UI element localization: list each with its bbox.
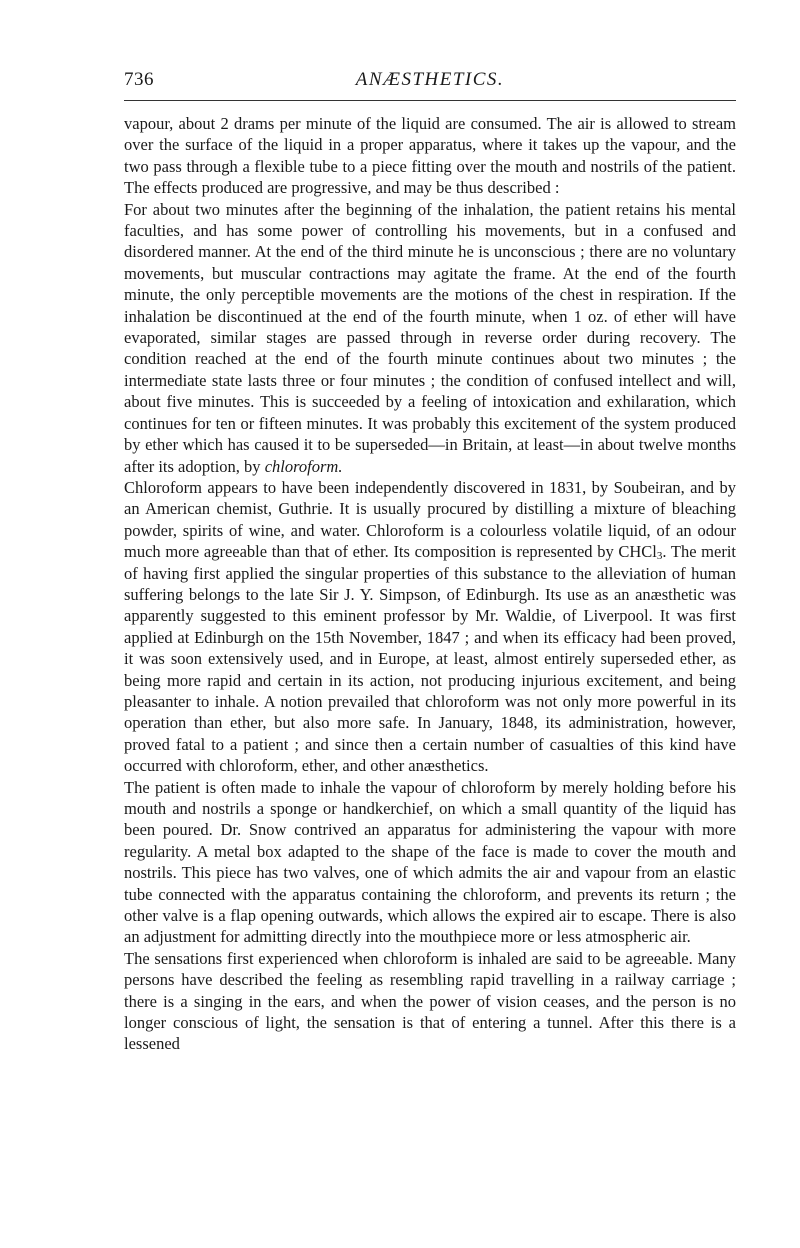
formula-subscript: 3 — [656, 550, 663, 563]
formula-period: . — [662, 542, 667, 562]
paragraph-4: The patient is often made to inhale the vapour of chloroform by merely holding before his mouth and nostrils a sponge or handkerchief, on which a small quantity of the liquid has been poured. Dr. Snow contrived an apparatus for administering the vapour with more regularity. A metal box adapted to the shape of the face is made to cover the mouth and nostrils. This piece has two valves, one of which admits the air and vapour from an elastic tube connected with the apparatus containing the chloroform, and prevents its return ; the other valve is a flap opening outwards, which allows the expired air to escape. There is also an adjustment for admitting directly into the mouthpiece more or less atmospheric air. — [124, 777, 736, 947]
page-number: 736 — [124, 69, 154, 90]
paragraph-3 — [124, 477, 736, 777]
body-text — [124, 113, 736, 1055]
chloroform-italic: chloroform. — [264, 456, 343, 476]
page-header — [124, 69, 736, 97]
paragraph-5: The sensations first experienced when chloroform is inhaled are said to be agreeable. Many persons have described the feeling as resembling rapid travelling in a railway carriage ; there is a singing in the ears, and when the power of vision ceases, and the person is no longer conscious of light, the sensation is that of entering a tunnel. After this there is a lessened — [124, 948, 736, 1054]
paragraph-2-text: For about two minutes after the beginning of the inhalation, the patient retains his mental faculties, and has some power of controlling his movements, but in a confused and disordered manner. At the end of the third minute he is unconscious ; there are no voluntary movements, but muscular contractions may agitate the frame. At the end of the fourth minute, the only perceptible movements are the motions of the chest in respiration. If the inhalation be discontinued at the end of the fourth minute, when 1 oz. of ether will have evaporated, similar stages are passed through in reverse order during recovery. The condition reached at the end of the fourth minute continues about two minutes ; the intermediate state lasts three or four minutes ; the condition of confused intellect and will, about five minutes. This is succeeded by a feeling of intoxication and exhilaration, which continues for ten or fifteen minutes. It was probably this excitement of the system produced by ether which has caused it to be superseded—in Britain, at least—in about twelve months after its adoption, by — [124, 199, 736, 476]
paragraph-3-text: Chloroform appears to have been independently discovered in 1831, by Soubeiran, and by an American chemist, Guthrie. It is usually procured by distilling a mixture of bleaching powder, spirits of wine, and water. Chloroform is a colourless volatile liquid, of an odour much more agreeable than that of ether. Its composition is represented by — [124, 477, 736, 562]
running-title: ANÆSTHETICS. — [355, 69, 505, 90]
paragraph-2 — [124, 199, 736, 477]
formula-base: CHCl — [618, 542, 657, 562]
paragraph-3-continuation: The merit of having first applied the singular properties of this substance to the alleviation of human suffering belongs to the late Sir J. Y. Simpson, of Edinburgh. Its use as an anæsthetic was apparently suggested to this eminent professor by Mr. Waldie, of Liverpool. It was first applied at Edinburgh on the 15th November, 1847 ; and when its efficacy had been proved, it was soon extensively used, and in Europe, at least, almost entirely superseded ether, as being more rapid and certain in its action, not producing injurious excitement, and being pleasanter to inhale. A notion prevailed that chloroform was not only more powerful in its operation than ether, but also more safe. In January, 1848, its administration, however, proved fatal to a patient ; and since then a certain number of casualties of this kind have occurred with chloroform, ether, and other anæsthetics. — [124, 542, 737, 776]
paragraph-1: vapour, about 2 drams per minute of the liquid are consumed. The air is allowed to stream over the surface of the liquid in a proper apparatus, where it takes up the vapour, and the two pass through a flexible tube to a piece fitting over the mouth and nostrils of the patient. The effects produced are progressive, and may be thus described : — [124, 114, 736, 198]
header-rule — [124, 100, 736, 101]
chemical-formula — [618, 542, 666, 561]
